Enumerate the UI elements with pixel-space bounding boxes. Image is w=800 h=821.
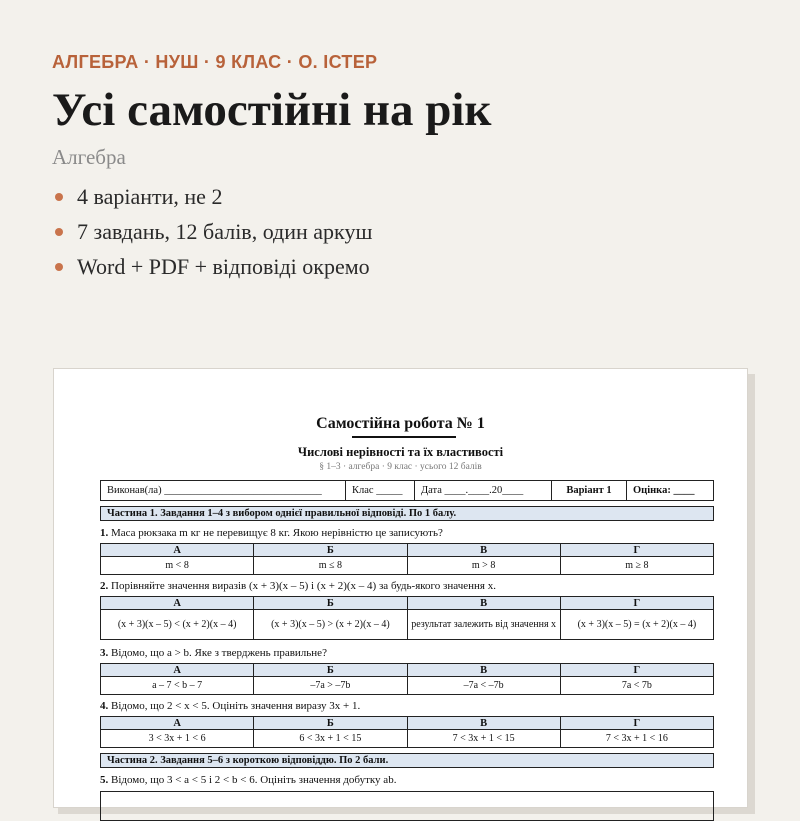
answer-table-1: А Б В Г m < 8 m ≤ 8 m > 8 m ≥ 8	[100, 543, 714, 575]
score-field: Оцінка: ____	[627, 481, 714, 501]
feature-list	[52, 184, 752, 280]
variant-label: Варіант 1	[552, 481, 627, 501]
bullet-dot-icon	[55, 263, 63, 271]
question-5: 5. Відомо, що 3 < a < 5 і 2 < b < 6. Оцініть значення добутку ab.	[100, 774, 397, 786]
question-3: 3. Відомо, що a > b. Яке з тверджень правильне?	[100, 647, 327, 659]
worksheet-meta: § 1–3 · алгебра · 9 клас · усього 12 балів	[319, 462, 482, 472]
answer-table-4: А Б В Г 3 < 3x + 1 < 6 6 < 3x + 1 < 15 7 < 3x + 1 < 15 7 < 3x + 1 < 16	[100, 716, 714, 748]
answer-table-2: А Б В Г (x + 3)(x – 5) < (x + 2)(x – 4) (x + 3)(x – 5) > (x + 2)(x – 4) результат залежить від значення x (x + 3)(x – 5) = (x + 2)(x – 4)	[100, 596, 714, 640]
worksheet-title: Самостійна робота № 1	[316, 415, 485, 432]
date-field: Дата ____.____.20____	[415, 481, 552, 501]
bullet-dot-icon	[55, 228, 63, 236]
page-title: Усі самостійні на рік	[52, 84, 492, 136]
question-1: 1. Маса рюкзака m кг не перевищує 8 кг. Якою нерівністю це записують?	[100, 527, 443, 539]
class-field: Клас _____	[346, 481, 415, 501]
feature-item: 7 завдань, 12 балів, один аркуш	[52, 219, 752, 245]
feature-item: Word + PDF + відповіді окремо	[52, 254, 752, 280]
hero	[52, 52, 752, 289]
part1-header: Частина 1. Завдання 1–4 з вибором однієї правильної відповіді. По 1 балу.	[100, 506, 714, 521]
feature-item: 4 варіанти, не 2	[52, 184, 752, 210]
student-info-table	[100, 480, 714, 501]
student-name-field: Виконав(ла) ______________________________	[101, 481, 346, 501]
page-subtitle: Алгебра	[52, 145, 126, 170]
answer-table-3: А Б В Г a – 7 < b – 7 –7a > –7b –7a < –7b 7a < 7b	[100, 663, 714, 695]
part2-header: Частина 2. Завдання 5–6 з короткою відповіддю. По 2 бали.	[100, 753, 714, 768]
title-underline	[352, 436, 456, 438]
worksheet-preview	[53, 368, 748, 808]
question-4: 4. Відомо, що 2 < x < 5. Оцініть значення виразу 3x + 1.	[100, 700, 361, 712]
bullet-dot-icon	[55, 193, 63, 201]
worksheet-subtitle: Числові нерівності та їх властивості	[297, 445, 504, 459]
kicker: АЛГЕБРА · НУШ · 9 КЛАС · О. ІСТЕР	[52, 52, 378, 72]
answer-box-5	[100, 791, 714, 821]
question-2: 2. Порівняйте значення виразів (x + 3)(x – 5) і (x + 2)(x – 4) за будь-якого значення x.	[100, 580, 496, 592]
